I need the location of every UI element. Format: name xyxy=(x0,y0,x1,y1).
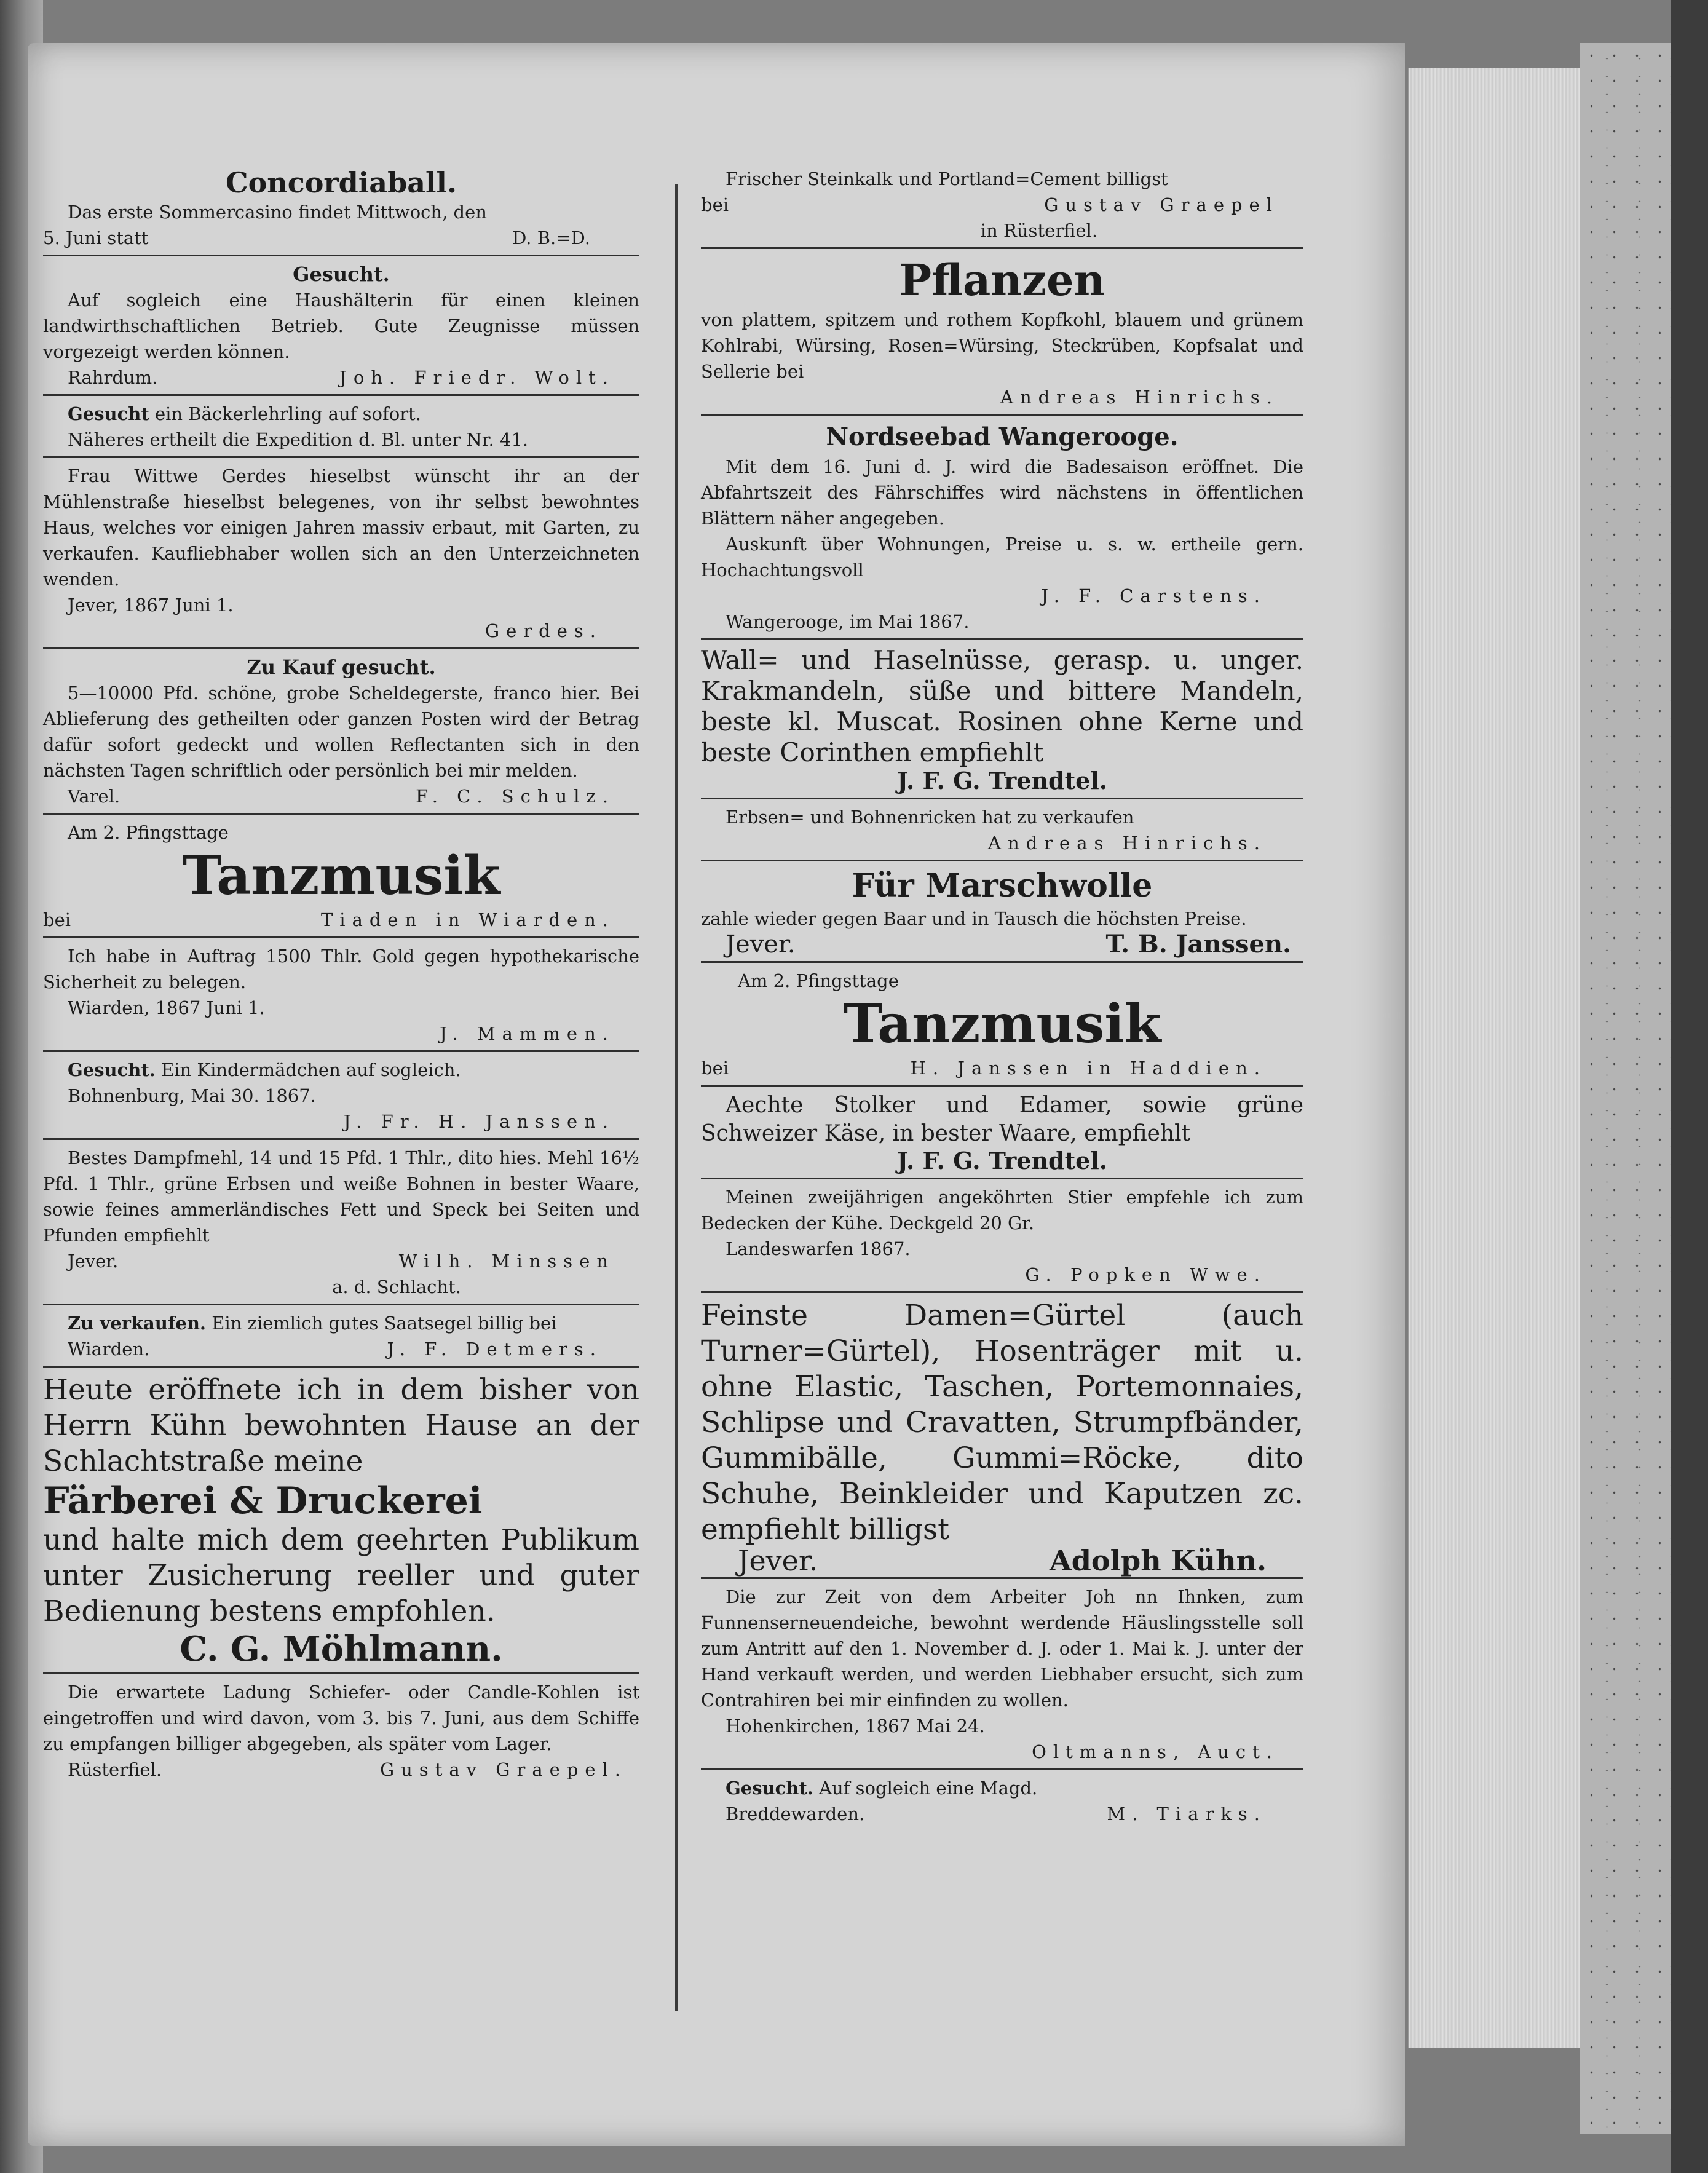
ad-signature: Andreas Hinrichs. xyxy=(1000,387,1279,408)
ad-place: Varel. xyxy=(68,786,121,807)
ad-signature: Gustav Graepel. xyxy=(380,1759,627,1780)
ad-place: Jever. xyxy=(726,930,796,959)
ad-title: Tanzmusik xyxy=(843,993,1161,1055)
ad-oltmanns-haeuslingsstelle xyxy=(701,1584,1303,1765)
ad-text: Erbsen= und Bohnenricken hat zu verkaufen xyxy=(726,807,1134,828)
ad-text: Ich habe in Auftrag 1500 Thlr. Gold gegen hypothekarische Sicherheit zu belegen. xyxy=(43,946,639,992)
column-divider xyxy=(675,184,678,2011)
ad-signature: G. Popken Wwe. xyxy=(1025,1264,1267,1285)
ad-signature: J. Mammen. xyxy=(440,1023,615,1044)
ad-signature: Gerdes. xyxy=(484,620,603,641)
ad-signature: J. F. Carstens. xyxy=(1041,585,1267,606)
ad-date: Jever, 1867 Juni 1. xyxy=(68,595,234,615)
ad-bold-lead: Gesucht. xyxy=(68,1059,156,1080)
ad-separator xyxy=(701,1178,1303,1179)
ad-magd xyxy=(701,1775,1303,1827)
ad-text: Heute eröffnete ich in dem bisher von Herrn Kühn bewohnten Hause an der Schlachtstraße meine xyxy=(43,1373,639,1478)
ad-text: Näheres ertheilt die Expedition d. Bl. unter Nr. 41. xyxy=(68,429,529,450)
ad-separator xyxy=(701,638,1303,640)
ad-marschwolle xyxy=(701,866,1303,957)
ad-place: Rüsterfiel. xyxy=(68,1759,162,1780)
ad-date: Wangerooge, im Mai 1867. xyxy=(726,611,970,632)
ad-place: Jever. xyxy=(738,1544,818,1577)
ad-text: bei xyxy=(701,194,729,215)
ad-signature: D. B.=D. xyxy=(512,228,590,248)
ad-pflanzen xyxy=(701,254,1303,410)
ad-trendtel-kaese xyxy=(701,1091,1303,1174)
ad-text: Aechte Stolker und Edamer, sowie grüne Schweizer Käse, in bester Waare, empfiehlt xyxy=(701,1093,1303,1146)
page-block-edges xyxy=(1408,68,1581,2048)
ad-text: Ein ziemlich gutes Saatsegel billig bei xyxy=(212,1313,557,1334)
ad-tanzmusik-wiarden xyxy=(43,820,639,933)
ad-title: Nordseebad Wangerooge. xyxy=(826,422,1179,451)
ad-separator xyxy=(701,247,1303,249)
ad-text: Meinen zweijährigen angeköhrten Stier empfehle ich zum Bedecken der Kühe. Deckgeld 20 Gr. xyxy=(701,1187,1303,1233)
ad-date: Bohnenburg, Mai 30. 1867. xyxy=(68,1085,316,1106)
ad-moehlmann-faerberei xyxy=(43,1372,639,1669)
ad-title: Für Marschwolle xyxy=(852,867,1153,904)
ad-text: Mit dem 16. Juni d. J. wird die Badesaison eröffnet. Die Abfahrtszeit des Fährschiffes wird nächstens in öffentlichen Blättern näher angegeben. xyxy=(701,456,1303,529)
ad-gerdes-haus xyxy=(43,463,639,644)
ad-place: Breddewarden. xyxy=(726,1803,865,1824)
ad-separator xyxy=(43,456,639,458)
ad-signature: Andreas Hinrichs. xyxy=(988,833,1267,853)
ad-signature: H. Janssen in Haddien. xyxy=(910,1058,1267,1079)
ad-signature: J. F. Detmers. xyxy=(387,1339,603,1360)
ad-text: Wall= und Haselnüsse, gerasp. u. unger. Krakmandeln, süße und bittere Mandeln, beste kl. Muscat. Rosinen ohne Kerne und beste Corinthen empfiehlt xyxy=(701,645,1303,767)
ad-bold-lead: Zu verkaufen. xyxy=(68,1313,207,1334)
ad-separator xyxy=(43,1672,639,1674)
ad-concordiaball xyxy=(43,166,639,251)
ad-text: Am 2. Pfingsttage xyxy=(738,970,899,991)
ad-signature: in Rüsterfiel. xyxy=(980,220,1098,241)
ad-tanzmusik-haddien xyxy=(701,968,1303,1081)
book-spine-shadow xyxy=(1671,0,1708,2173)
ad-text: bei xyxy=(43,909,71,930)
ad-place: Rahrdum. xyxy=(68,367,158,388)
ad-steinkalk xyxy=(701,166,1303,243)
ad-signature: Wilh. Minssen xyxy=(398,1251,615,1272)
ad-text: Frau Wittwe Gerdes hieselbst wünscht ihr an der Mühlenstraße hieselbst belegenes, von ihr selbst bewohntes Haus, welches vor einigen Jahren massiv erbaut, mit Garten, zu verkaufen. Kaufliebhaber wollen sich an den Unterzeichneten wenden. xyxy=(43,465,639,590)
ad-text: Das erste Sommercasino findet Mittwoch, den xyxy=(68,202,487,223)
ad-title: Gesucht. xyxy=(293,263,390,286)
ad-separator xyxy=(43,1304,639,1305)
ad-trendtel-nuesse xyxy=(701,645,1303,794)
ad-text: Feinste Damen=Gürtel (auch Turner=Gürtel), Hosenträger mit u. ohne Elastic, Taschen, Portemonnaies, Schlipse und Cravatten, Strumpfbänder, Gummibälle, Gummi=Röcke, dito Schuhe, Beinkleider und Kaputzen zc. empfiehlt billigst xyxy=(701,1299,1303,1546)
ad-signature: Adolph Kühn. xyxy=(1050,1544,1267,1577)
ad-separator xyxy=(43,647,639,649)
right-column xyxy=(701,166,1303,1827)
ad-text: Auf sogleich eine Magd. xyxy=(819,1778,1038,1799)
ad-signature: Gustav Graepel xyxy=(1044,194,1279,215)
ad-text: 5. Juni statt xyxy=(43,228,149,248)
ad-signature: Oltmanns, Auct. xyxy=(1032,1741,1279,1762)
ad-signature: Tiaden in Wiarden. xyxy=(320,909,615,930)
ad-signature: M. Tiarks. xyxy=(1107,1803,1267,1824)
ad-text: ein Bäckerlehrling auf sofort. xyxy=(154,403,421,424)
left-column xyxy=(43,166,639,1783)
ad-text: Am 2. Pfingsttage xyxy=(68,822,229,843)
ad-separator xyxy=(43,394,639,396)
ad-title: Färberei & Druckerei xyxy=(43,1479,483,1522)
ad-signature: C. G. Möhlmann. xyxy=(180,1629,503,1669)
ad-title: Pflanzen xyxy=(899,255,1105,306)
ad-signature: J. Fr. H. Janssen. xyxy=(343,1111,615,1132)
ad-bold-lead: Gesucht. xyxy=(726,1778,813,1799)
ad-kohlen xyxy=(43,1679,639,1783)
ad-place: Jever. xyxy=(68,1251,119,1272)
ad-date: Wiarden, 1867 Juni 1. xyxy=(68,997,265,1018)
ad-separator xyxy=(43,255,639,256)
ad-signature: F. C. Schulz. xyxy=(416,786,615,807)
ad-separator xyxy=(43,936,639,938)
book-cover-edge xyxy=(1580,43,1672,2134)
ad-separator xyxy=(701,414,1303,416)
ad-text: zahle wieder gegen Baar und in Tausch die höchsten Preise. xyxy=(701,908,1247,929)
ad-text: Auf sogleich eine Haushälterin für einen kleinen landwirthschaftlichen Betrieb. Gute Zeugnisse müssen vorgezeigt werden können. xyxy=(43,290,639,362)
ad-signature: J. F. G. Trendtel. xyxy=(897,767,1107,794)
ad-gesucht-haushaelterin xyxy=(43,261,639,390)
ad-separator xyxy=(43,1366,639,1368)
ad-text: Bestes Dampfmehl, 14 und 15 Pfd. 1 Thlr., dito hies. Mehl 16½ Pfd. 1 Thlr., grüne Erbsen und weiße Bohnen in bester Waare, sowie feines ammerländisches Fett und Speck bei Seiten und Pfunden empfiehlt xyxy=(43,1147,639,1246)
ad-baeckerlehrling xyxy=(43,401,639,453)
ad-zu-verkaufen xyxy=(43,1310,639,1362)
ad-separator xyxy=(701,860,1303,861)
ad-mammen xyxy=(43,943,639,1047)
ad-separator xyxy=(701,1085,1303,1086)
ad-signature: a. d. Schlacht. xyxy=(332,1276,461,1297)
ad-separator xyxy=(701,1577,1303,1579)
ad-separator xyxy=(43,1050,639,1052)
ad-text: Die zur Zeit von dem Arbeiter Joh nn Ihnken, zum Funnenserneuendeiche, bewohnt werdende Häuslingsstelle soll zum Antritt auf den 1. November d. J. oder 1. Mai k. J. unter der Hand verkauft werden, und werden Liebhaber ersucht, sich zum Contrahiren bei mir einfinden zu wollen. xyxy=(701,1586,1303,1711)
ad-text: bei xyxy=(701,1058,729,1079)
ad-text: und halte mich dem geehrten Publikum unter Zusicherung reeller und guter Bedienung bestens empfohlen. xyxy=(43,1523,639,1628)
ad-minssen xyxy=(43,1145,639,1300)
ad-separator xyxy=(701,798,1303,799)
ad-signature: Joh. Friedr. Wolt. xyxy=(339,367,615,388)
ad-kuehn-guertel xyxy=(701,1298,1303,1577)
ad-text: Ein Kindermädchen auf sogleich. xyxy=(161,1059,461,1080)
ad-text: 5—10000 Pfd. schöne, grobe Scheldegerste, franco hier. Bei Ablieferung des getheilten oder ganzen Posten wird der Betrag dafür sofort gedeckt und wollen Reflectanten sich in den nächsten Tagen schriftlich oder persönlich bei mir melden. xyxy=(43,683,639,781)
ad-title: Tanzmusik xyxy=(182,845,500,907)
ad-wangerooge xyxy=(701,421,1303,635)
ad-separator xyxy=(701,1768,1303,1770)
ad-separator xyxy=(43,1138,639,1140)
ad-zu-kauf-gesucht xyxy=(43,654,639,809)
ad-erbsenricken xyxy=(701,804,1303,856)
ad-bold-lead: Gesucht xyxy=(68,403,149,424)
ad-text: Auskunft über Wohnungen, Preise u. s. w. ertheile gern. Hochachtungsvoll xyxy=(701,534,1303,580)
ad-date: Landeswarfen 1867. xyxy=(726,1238,911,1259)
ad-popken-stier xyxy=(701,1184,1303,1288)
ad-separator xyxy=(701,1291,1303,1293)
ad-text: Die erwartete Ladung Schiefer- oder Candle-Kohlen ist eingetroffen und wird davon, vom 3. bis 7. Juni, aus dem Schiffe zu empfangen billiger abgegeben, als später vom Lager. xyxy=(43,1682,639,1754)
ad-kindermaedchen xyxy=(43,1057,639,1134)
ad-separator xyxy=(701,961,1303,963)
ad-separator xyxy=(43,813,639,815)
ad-place: Wiarden. xyxy=(68,1339,150,1360)
ad-signature: J. F. G. Trendtel. xyxy=(897,1147,1107,1174)
ad-text: von plattem, spitzem und rothem Kopfkohl, blauem und grünem Kohlrabi, Würsing, Rosen=Würsing, Steckrüben, Kopfsalat und Sellerie bei xyxy=(701,309,1303,382)
ad-date: Hohenkirchen, 1867 Mai 24. xyxy=(726,1716,985,1736)
ad-title: Zu Kauf gesucht. xyxy=(247,655,436,679)
ad-signature: T. B. Janssen. xyxy=(1105,930,1291,959)
ad-text: Frischer Steinkalk und Portland=Cement billigst xyxy=(726,168,1168,189)
ad-title: Concordiaball. xyxy=(225,166,457,199)
